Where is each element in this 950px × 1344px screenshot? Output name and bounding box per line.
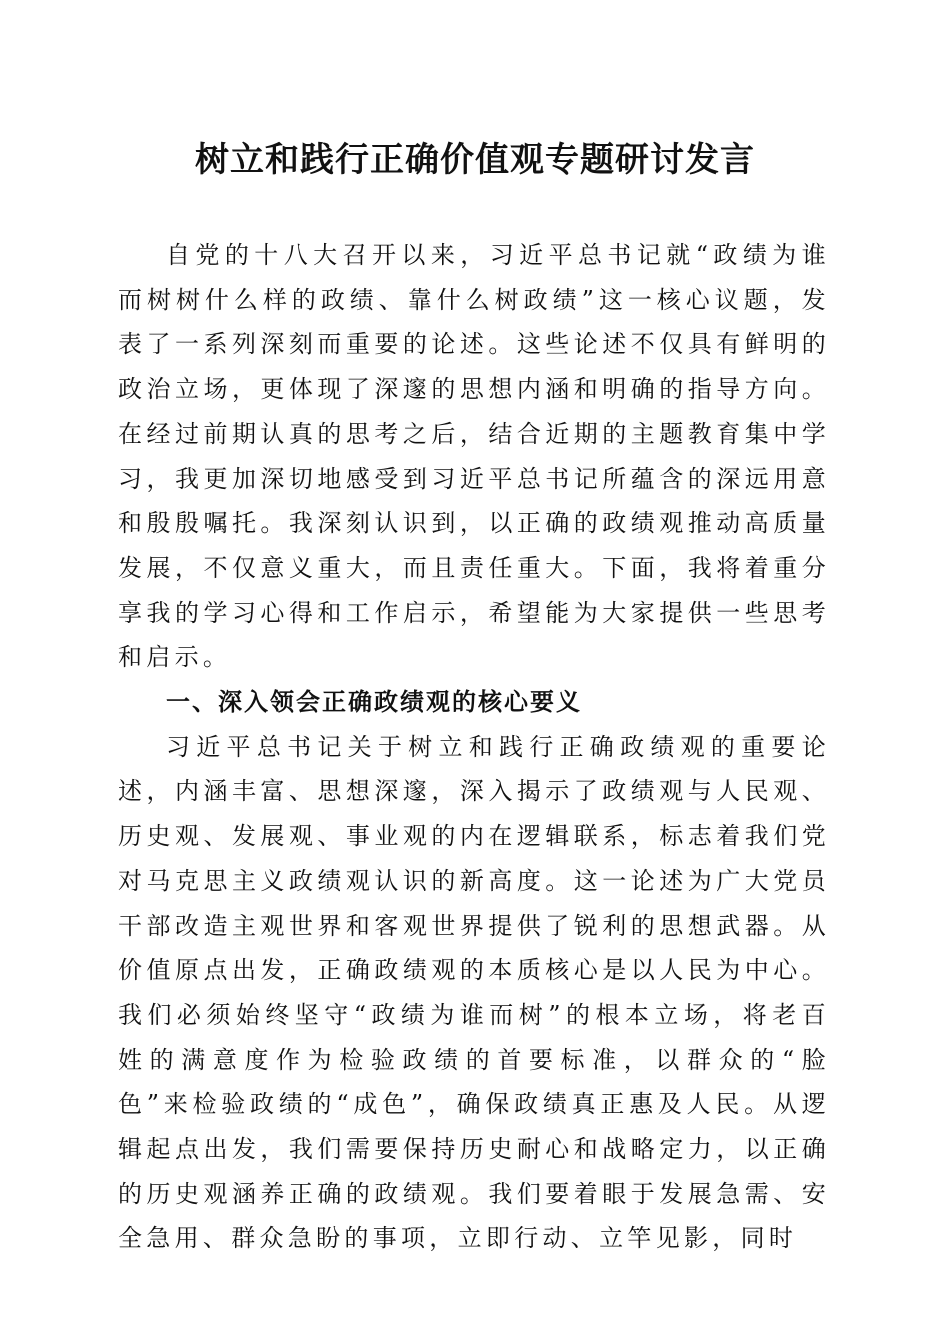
section-1-paragraph: 习近平总书记关于树立和践行正确政绩观的重要论述，内涵丰富、思想深邃，深入揭示了政绩观与人民观、历史观、发展观、事业观的内在逻辑联系，标志着我们党对马克思主义政绩观认识的新高度。这一论述为广大党员干部改造主观世界和客观世界提供了锐利的思想武器。从价值原点出发，正确政绩观的本质核心是以人民为中心。我们必须始终坚守“政绩为谁而树”的根本立场，将老百姓的满意度作为检验政绩的首要标准，以群众的“脸色”来检验政绩的“成色”，确保政绩真正惠及人民。从逻辑起点出发，我们需要保持历史耐心和战略定力，以正确的历史观涵养正确的政绩观。我们要着眼于发展急需、安全急用、群众急盼的事项，立即行动、立竿见影，同时 [118,732,830,1253]
document-body [118,233,830,1261]
section-heading-1: 一、深入领会正确政绩观的核心要义 [166,688,582,717]
document-title: 树立和践行正确价值观专题研讨发言 [195,140,755,180]
intro-paragraph: 自党的十八大召开以来，习近平总书记就“政绩为谁而树树什么样的政绩、靠什么树政绩”这一核心议题，发表了一系列深刻而重要的论述。这些论述不仅具有鲜明的政治立场，更体现了深邃的思想内涵和明确的指导方向。在经过前期认真的思考之后，结合近期的主题教育集中学习，我更加深切地感受到习近平总书记所蕴含的深远用意和殷殷嘱托。我深刻认识到，以正确的政绩观推动高质量发展，不仅意义重大，而且责任重大。下面，我将着重分享我的学习心得和工作启示，希望能为大家提供一些思考和启示。 [118,241,830,672]
